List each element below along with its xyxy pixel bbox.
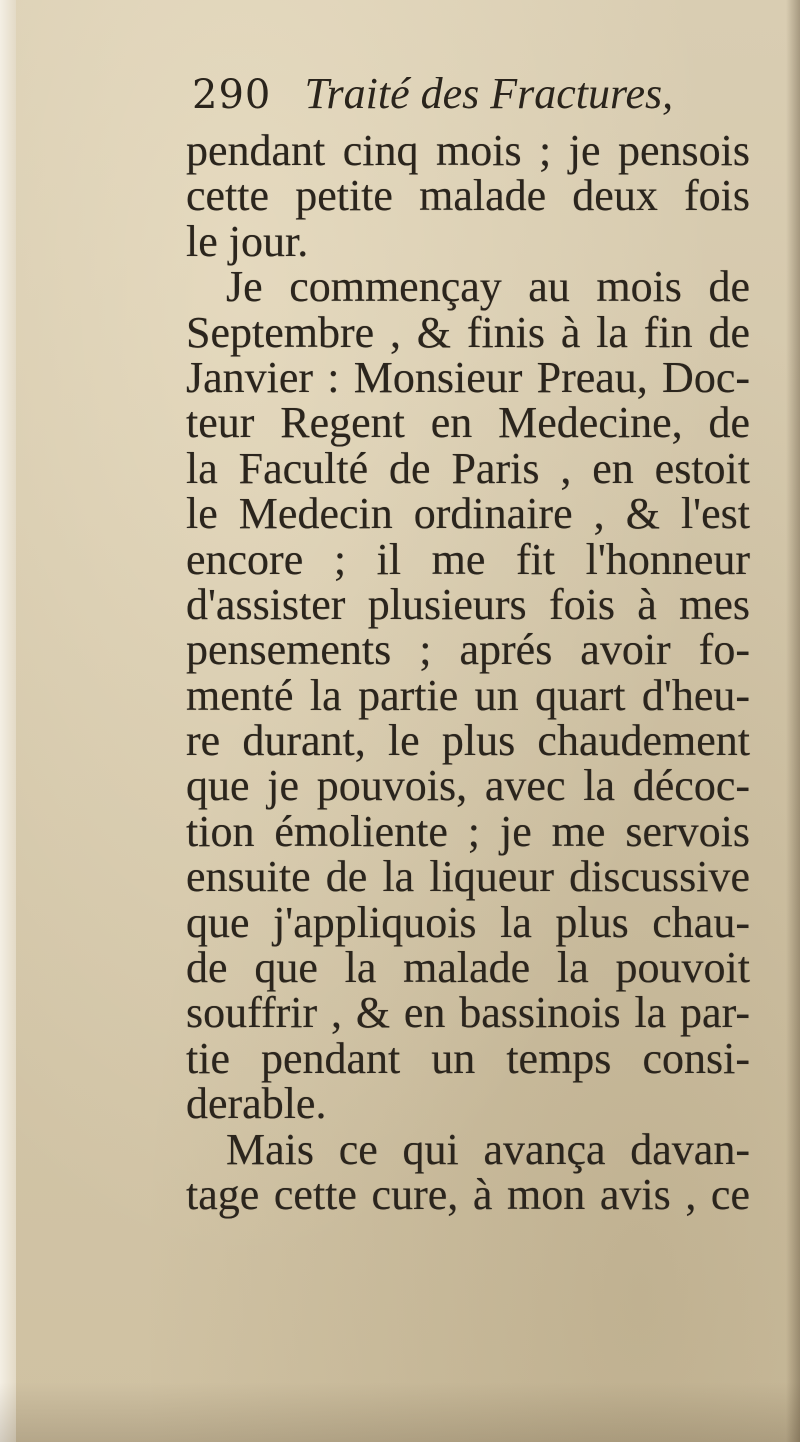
text-line: ensuite de la liqueur discussive xyxy=(186,852,750,902)
page-bottom-shadow xyxy=(0,1382,800,1442)
page-header xyxy=(192,68,752,128)
text-line: que j'appliquois la plus chau- xyxy=(186,897,750,947)
text-line: souffrir , & en bassinois la par- xyxy=(186,988,750,1038)
text-line: pensements ; aprés avoir fo- xyxy=(186,625,750,675)
text-line: encore ; il me fit l'honneur xyxy=(186,534,750,584)
running-title: Traité des Fractures, xyxy=(304,69,674,118)
text-line: re durant, le plus chaudement xyxy=(186,716,750,766)
text-line: menté la partie un quart d'heu- xyxy=(186,670,750,720)
text-line: derable. xyxy=(186,1079,327,1129)
body-text xyxy=(186,128,750,1217)
text-line: le jour. xyxy=(186,216,309,266)
text-line: que je pouvois, avec la décoc- xyxy=(186,761,750,811)
text-line: Septembre , & finis à la fin de xyxy=(186,307,750,357)
text-line: cette petite malade deux fois xyxy=(186,171,750,221)
paragraph-start-line: Mais ce qui avança davan- xyxy=(226,1124,750,1174)
text-line: tage cette cure, à mon avis , ce xyxy=(186,1169,750,1219)
page-number: 290 xyxy=(192,72,272,118)
page-gutter xyxy=(0,0,16,1442)
text-line: la Faculté de Paris , en estoit xyxy=(186,443,750,493)
text-line: tie pendant un temps consi- xyxy=(186,1033,750,1083)
text-line: pendant cinq mois ; je pensois xyxy=(186,126,750,175)
text-line: le Medecin ordinaire , & l'est xyxy=(186,489,750,539)
text-line: de que la malade la pouvoit xyxy=(186,943,750,993)
paragraph-start-line: Je commençay au mois de xyxy=(226,262,750,312)
text-line: teur Regent en Medecine, de xyxy=(186,398,750,448)
page-edge-shadow xyxy=(786,0,800,1442)
text-line: tion émoliente ; je me servois xyxy=(186,806,750,856)
text-line: Janvier : Monsieur Preau, Doc- xyxy=(186,352,750,402)
text-line: d'assister plusieurs fois à mes xyxy=(186,579,750,629)
